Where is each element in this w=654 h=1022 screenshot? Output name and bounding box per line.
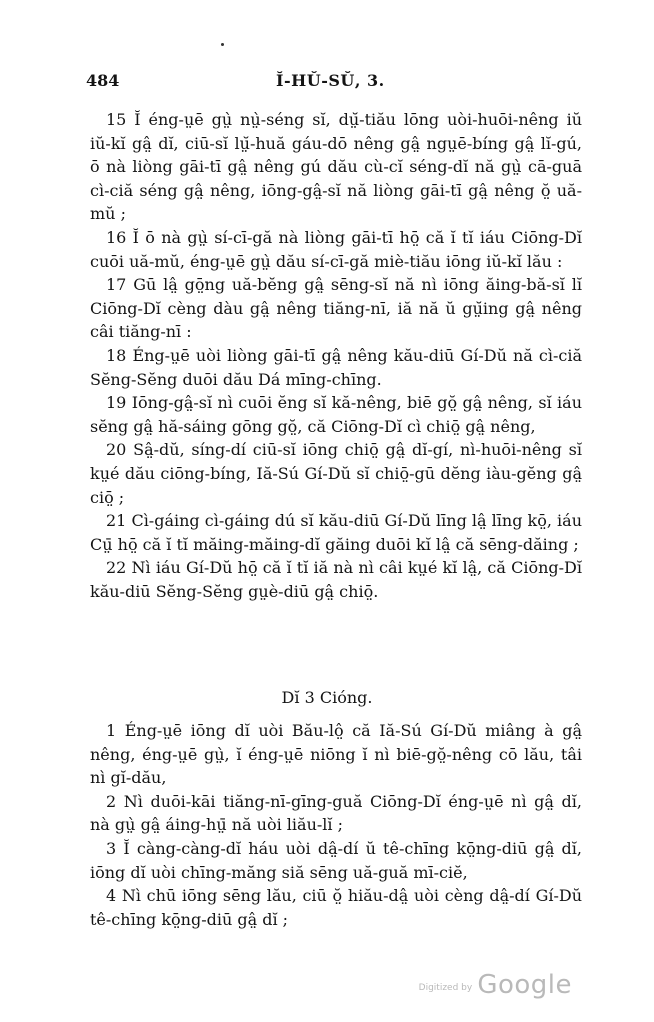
page-header xyxy=(86,71,582,93)
verses-block-bottom xyxy=(90,719,582,931)
verse-22: 22 Nì iáu Gí-Dŭ hō̤ că ĭ tĭ iă nà nì câi kṳé kĭ lâ̤, că Ciōng-Dĭ kău-diū Sĕng-Sĕng gṳè-diū gâ̤ chiō̤. xyxy=(90,558,582,601)
verse-20: 20 Sâ̤-dŭ, síng-dí ciū-sĭ iōng chiō̤ gâ̤ dĭ-gí, nì-huōi-nêng sĭ kṳé dău ciōng-bíng, Iă-Sú Gí-Dŭ sĭ chiō̤-gū dĕng iàu-gĕng gâ̤ ciō̤ ; xyxy=(90,440,582,507)
verse-4: 4 Nì chū iōng sēng lău, ciū ŏ̤ hiău-dâ̤ uòi cèng dâ̤-dí Gí-Dŭ tê-chīng kō̤ng-diū gâ̤ dĭ ; xyxy=(90,886,582,929)
ink-speck xyxy=(221,43,224,46)
verse-1: 1 Éng-ṳē iōng dĭ uòi Bău-lô̤ că Iă-Sú Gí-Dŭ miâng à gâ̤ nêng, éng-ṳē gṳ̀, ĭ éng-ṳē niōng ĭ nì biē-gŏ̤-nêng cō lău, tâi nì gĭ-dău, xyxy=(90,721,582,788)
verse-21: 21 Cì-gáing cì-gáing dú sĭ kău-diū Gí-Dŭ līng lâ̤ līng kō̤, iáu Cṳ̄ hō̤ că ĭ tĭ măing-măing-dĭ găing duōi kĭ lâ̤ că sēng-dăing ; xyxy=(90,511,582,554)
verse-16: 16 Ĭ ō nà gṳ̀ sí-cī-gă nà liòng gāi-tī hō̤ că ĭ tĭ iáu Ciōng-Dĭ cuōi uă-mŭ, éng-ṳē gṳ̀ dău sí-cī-gă miè-tiău iōng iŭ-kĭ lău : xyxy=(90,227,582,271)
verse-15: 15 Ĭ éng-ṳē gṳ̀ nṳ̀-séng sĭ, dṳ̆-tiău lōng uòi-huōi-nêng iŭ iŭ-kĭ gâ̤ dĭ, ciū-sĭ lṳ̆-huă gáu-dō nêng gâ̤ ngṳē-bíng gâ̤ lĭ-gú, ō nà liòng gāi-tī gâ̤ nêng gú dău cù-cĭ séng-dĭ nă gṳ̀ cā-guā cì-ciă séng gâ̤ nêng, iōng-gâ̤-sĭ nă liòng gāi-tī gâ̤ nêng ŏ̤ uă-mŭ ; xyxy=(90,110,582,224)
verses-block-top xyxy=(90,108,582,603)
verse-19: 19 Iōng-gâ̤-sĭ nì cuōi ĕng sĭ kă-nêng, biē gŏ̤ gâ̤ nêng, sĭ iáu sĕng gâ̤ hă-sáing gōng gŏ̤, că Ciōng-Dĭ cì chiō̤ gâ̤ nêng, xyxy=(90,393,582,436)
watermark-digitized-by: Digitized by xyxy=(418,983,473,993)
watermark-google-logo: Google xyxy=(477,970,572,1000)
verse-18: 18 Éng-ṳē uòi liòng gāi-tī gâ̤ nêng kău-diū Gí-Dŭ nă cì-ciă Sĕng-Sĕng duōi dău Dá mīng-chīng. xyxy=(90,345,582,389)
running-title: Ĭ-HŬ-SŬ, 3. xyxy=(276,71,385,90)
page-number: 484 xyxy=(86,71,120,90)
google-watermark xyxy=(419,970,572,1000)
verse-2: 2 Nì duōi-kāi tiăng-nī-gīng-guă Ciōng-Dĭ éng-ṳē nì gâ̤ dĭ, nà gṳ̀ gâ̤ áing-hṳ̄ nă uòi liău-lĭ ; xyxy=(90,791,582,835)
verse-3: 3 Ĭ càng-càng-dĭ háu uòi dâ̤-dí ŭ tê-chīng kō̤ng-diū gâ̤ dĭ, iōng dĭ uòi chīng-măng siă sēng uă-guă mī-ciĕ, xyxy=(90,838,582,882)
chapter-heading: Dĭ 3 Cióng. xyxy=(281,688,373,707)
verse-17: 17 Gū lâ̤ gō̤ng uă-bĕng gâ̤ sēng-sĭ nă nì iōng ăing-bă-sĭ lĭ Ciōng-Dĭ cèng dàu gâ̤ nêng tiăng-nī, iă nă ŭ gṳ̆ing gâ̤ nêng câi tiăng-nī : xyxy=(90,275,582,342)
